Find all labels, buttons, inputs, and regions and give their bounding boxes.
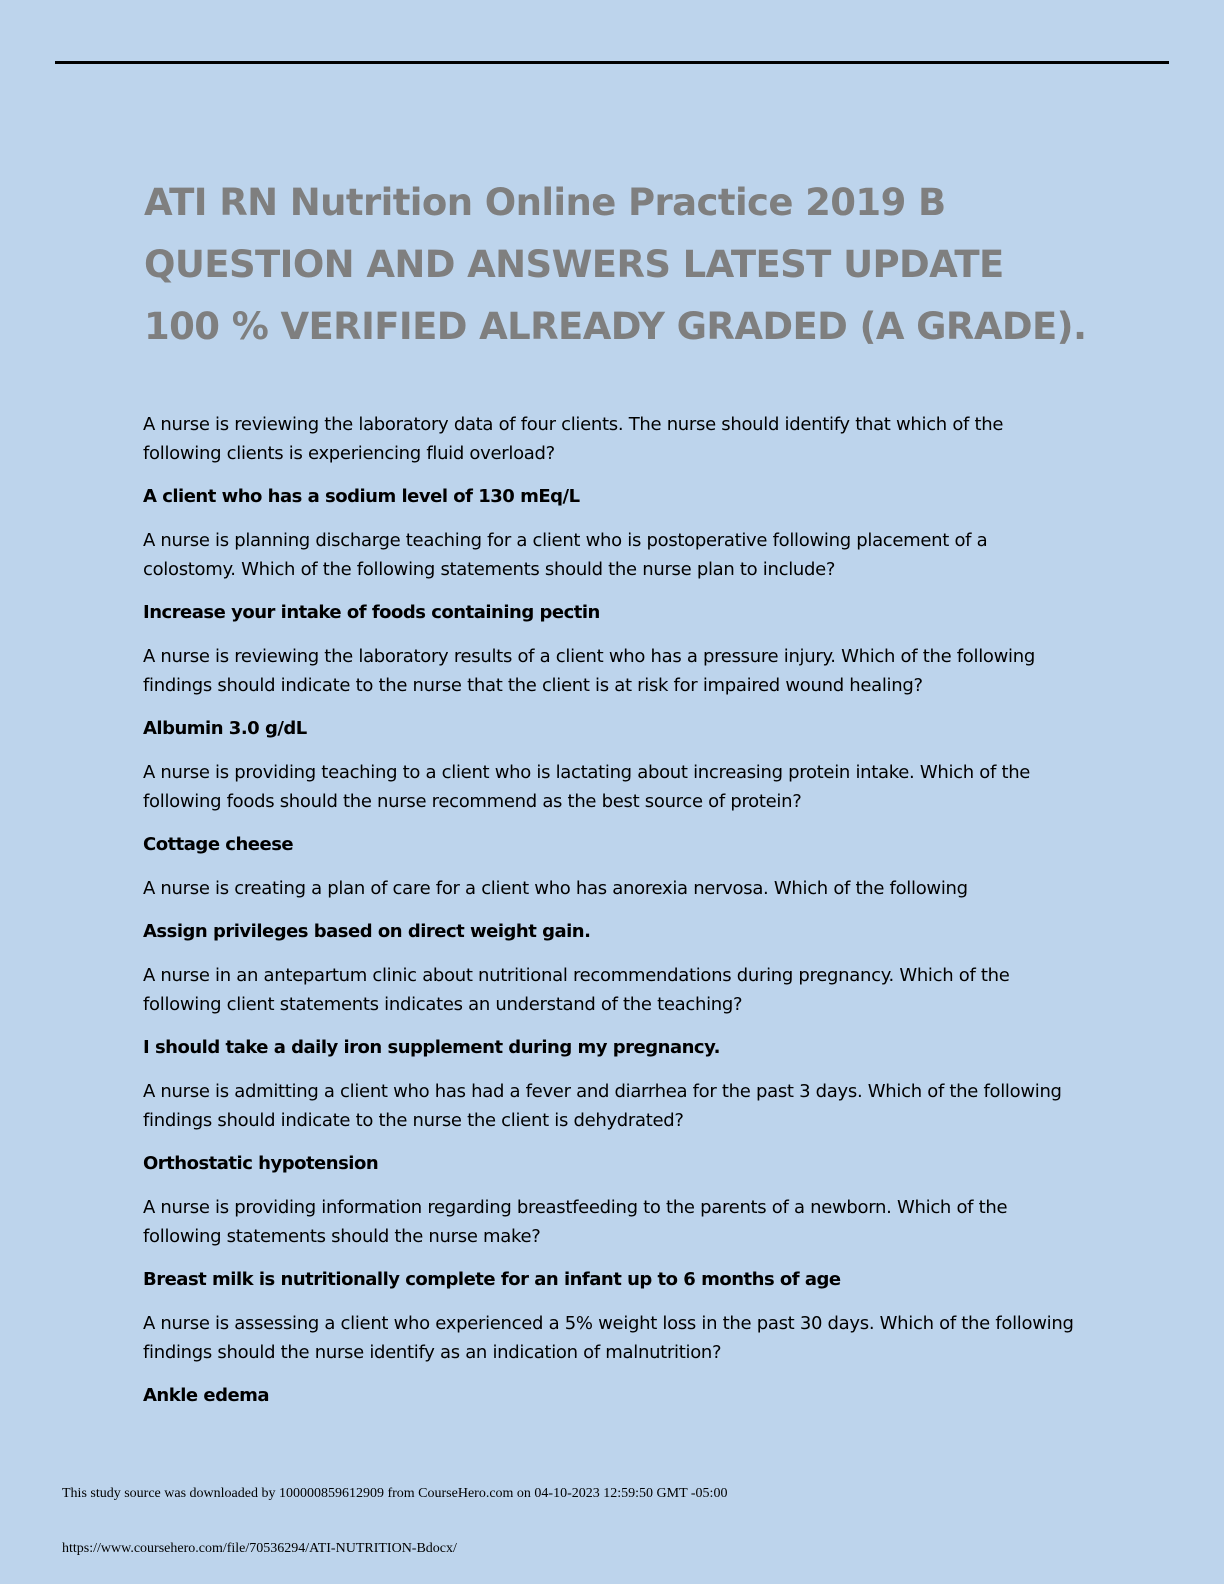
title-line: ATI RN Nutrition Online Practice 2019 B [144,181,946,224]
download-source-note: This study source was downloaded by 100000859612909 from CourseHero.com on 04-10-2023 12:59:50 GMT -05:00 [62,1486,728,1501]
title-line: QUESTION AND ANSWERS LATEST UPDATE [144,243,1004,286]
question-text: A nurse is reviewing the laboratory results of a client who has a pressure injury. Which of the following findings should indicate to the nurse that the client is at risk for impaired wound healing? [143,646,1035,696]
answer-text: I should take a daily iron supplement during my pregnancy. [143,1037,720,1058]
answer-text: Albumin 3.0 g/dL [143,718,307,739]
answer-text: Ankle edema [143,1385,270,1406]
document-title [144,172,1154,358]
question-text: A nurse is assessing a client who experienced a 5% weight loss in the past 30 days. Which of the following findings should the nurse identify as an indication of malnutrition? [143,1313,1074,1363]
question-text: A nurse is creating a plan of care for a client who has anorexia nervosa. Which of the following [143,878,968,899]
question-text: A nurse is providing teaching to a client who is lactating about increasing protein intake. Which of the following foods should the nurse recommend as the best source of protein? [143,762,1031,812]
question-text: A nurse is planning discharge teaching for a client who is postoperative following placement of a colostomy. Which of the following statements should the nurse plan to include? [143,530,988,580]
answer-text: A client who has a sodium level of 130 mEq/L [143,486,580,507]
question-text: A nurse in an antepartum clinic about nutritional recommendations during pregnancy. Which of the following client statements indicates an understand of the teaching? [143,965,1010,1015]
answer-text: Cottage cheese [143,834,294,855]
qa-list [143,410,1083,1425]
answer-text: Increase your intake of foods containing pectin [143,602,600,623]
question-text: A nurse is admitting a client who has had a fever and diarrhea for the past 3 days. Which of the following findings should indicate to the nurse the client is dehydrated? [143,1081,1062,1131]
title-line: 100 % VERIFIED ALREADY GRADED (A GRADE). [144,305,1087,348]
answer-text: Breast milk is nutritionally complete for an infant up to 6 months of age [143,1269,841,1290]
question-text: A nurse is providing information regarding breastfeeding to the parents of a newborn. Which of the following statements should the nurse make? [143,1197,1008,1247]
answer-text: Assign privileges based on direct weight gain. [143,921,591,942]
question-text: A nurse is reviewing the laboratory data of four clients. The nurse should identify that which of the following clients is experiencing fluid overload? [143,414,1004,464]
answer-text: Orthostatic hypotension [143,1153,379,1174]
source-url-link[interactable]: https://www.coursehero.com/file/70536294/ATI-NUTRITION-Bdocx/ [62,1541,457,1556]
header-rule [55,61,1169,64]
